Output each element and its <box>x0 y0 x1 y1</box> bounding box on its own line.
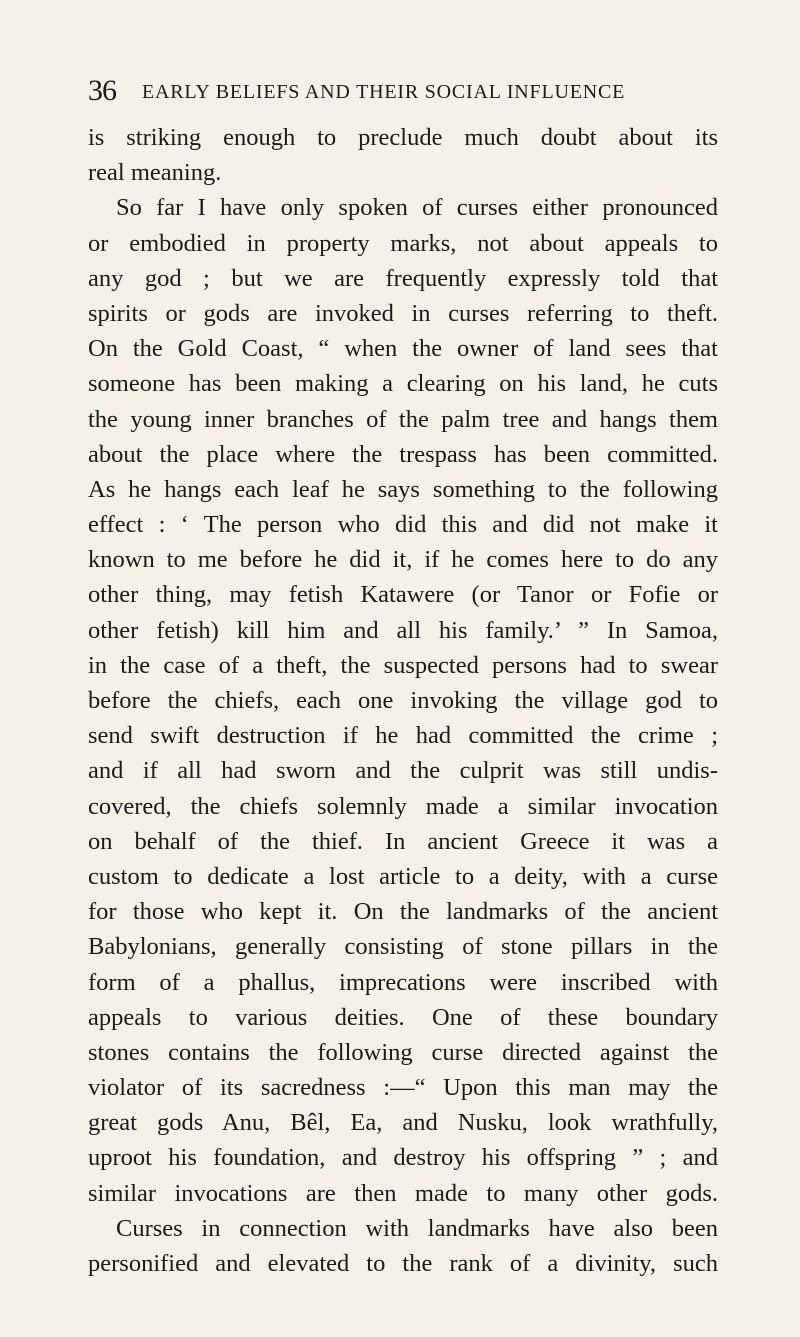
text-line: other fetish) kill him and all his family.’ ” In Samoa, <box>88 616 718 644</box>
text-line: Curses in connection with landmarks have also been <box>116 1214 718 1242</box>
text-line: and if all had sworn and the culprit was still undis- <box>88 757 718 785</box>
text-line: form of a phallus, imprecations were inscribed with <box>88 968 718 996</box>
text-line: before the chiefs, each one invoking the village god to <box>88 687 718 714</box>
text-line: send swift destruction if he had committed the crime ; <box>88 722 718 750</box>
text-line: effect : ‘ The person who did this and did not make it <box>88 511 718 539</box>
text-line: personified and elevated to the rank of a divinity, such <box>88 1250 718 1277</box>
text-line: great gods Anu, Bêl, Ea, and Nusku, look wrathfully, <box>88 1109 718 1137</box>
text-line: stones contains the following curse directed against the <box>88 1038 718 1066</box>
text-line: any god ; but we are frequently expressly told that <box>88 264 718 292</box>
page-header <box>88 72 718 112</box>
text-line: uproot his foundation, and destroy his offspring ” ; and <box>88 1144 718 1172</box>
text-line: appeals to various deities. One of these boundary <box>88 1003 718 1031</box>
text-line: for those who kept it. On the landmarks of the ancient <box>88 898 718 926</box>
text-line: violator of its sacredness :—“ Upon this man may the <box>88 1074 718 1102</box>
text-line: As he hangs each leaf he says something to the following <box>88 475 718 503</box>
text-line: custom to dedicate a lost article to a deity, with a curse <box>88 862 718 890</box>
page-number: 36 <box>88 74 116 107</box>
text-line: real meaning. <box>88 159 222 187</box>
text-line: the young inner branches of the palm tree and hangs them <box>88 405 718 433</box>
text-line: about the place where the trespass has been committed. <box>88 440 718 468</box>
text-line: is striking enough to preclude much doubt about its <box>88 124 718 151</box>
text-line: other thing, may fetish Katawere (or Tanor or Fofie or <box>88 581 718 609</box>
text-line: in the case of a theft, the suspected persons had to swear <box>88 651 718 679</box>
text-line: On the Gold Coast, “ when the owner of land sees that <box>88 335 718 363</box>
text-line: spirits or gods are invoked in curses referring to theft. <box>88 299 718 327</box>
text-line: someone has been making a clearing on his land, he cuts <box>88 370 718 398</box>
text-line: on behalf of the thief. In ancient Greece it was a <box>88 827 718 855</box>
running-title: EARLY BELIEFS AND THEIR SOCIAL INFLUENCE <box>142 81 626 103</box>
text-line: covered, the chiefs solemnly made a similar invocation <box>88 792 718 820</box>
text-line: similar invocations are then made to many other gods. <box>88 1179 718 1207</box>
text-line: So far I have only spoken of curses either pronounced <box>116 194 718 222</box>
body-text <box>88 120 718 1281</box>
text-line: or embodied in property marks, not about appeals to <box>88 229 718 257</box>
text-line: known to me before he did it, if he comes here to do any <box>88 546 718 574</box>
text-line: Babylonians, generally consisting of stone pillars in the <box>88 933 718 961</box>
